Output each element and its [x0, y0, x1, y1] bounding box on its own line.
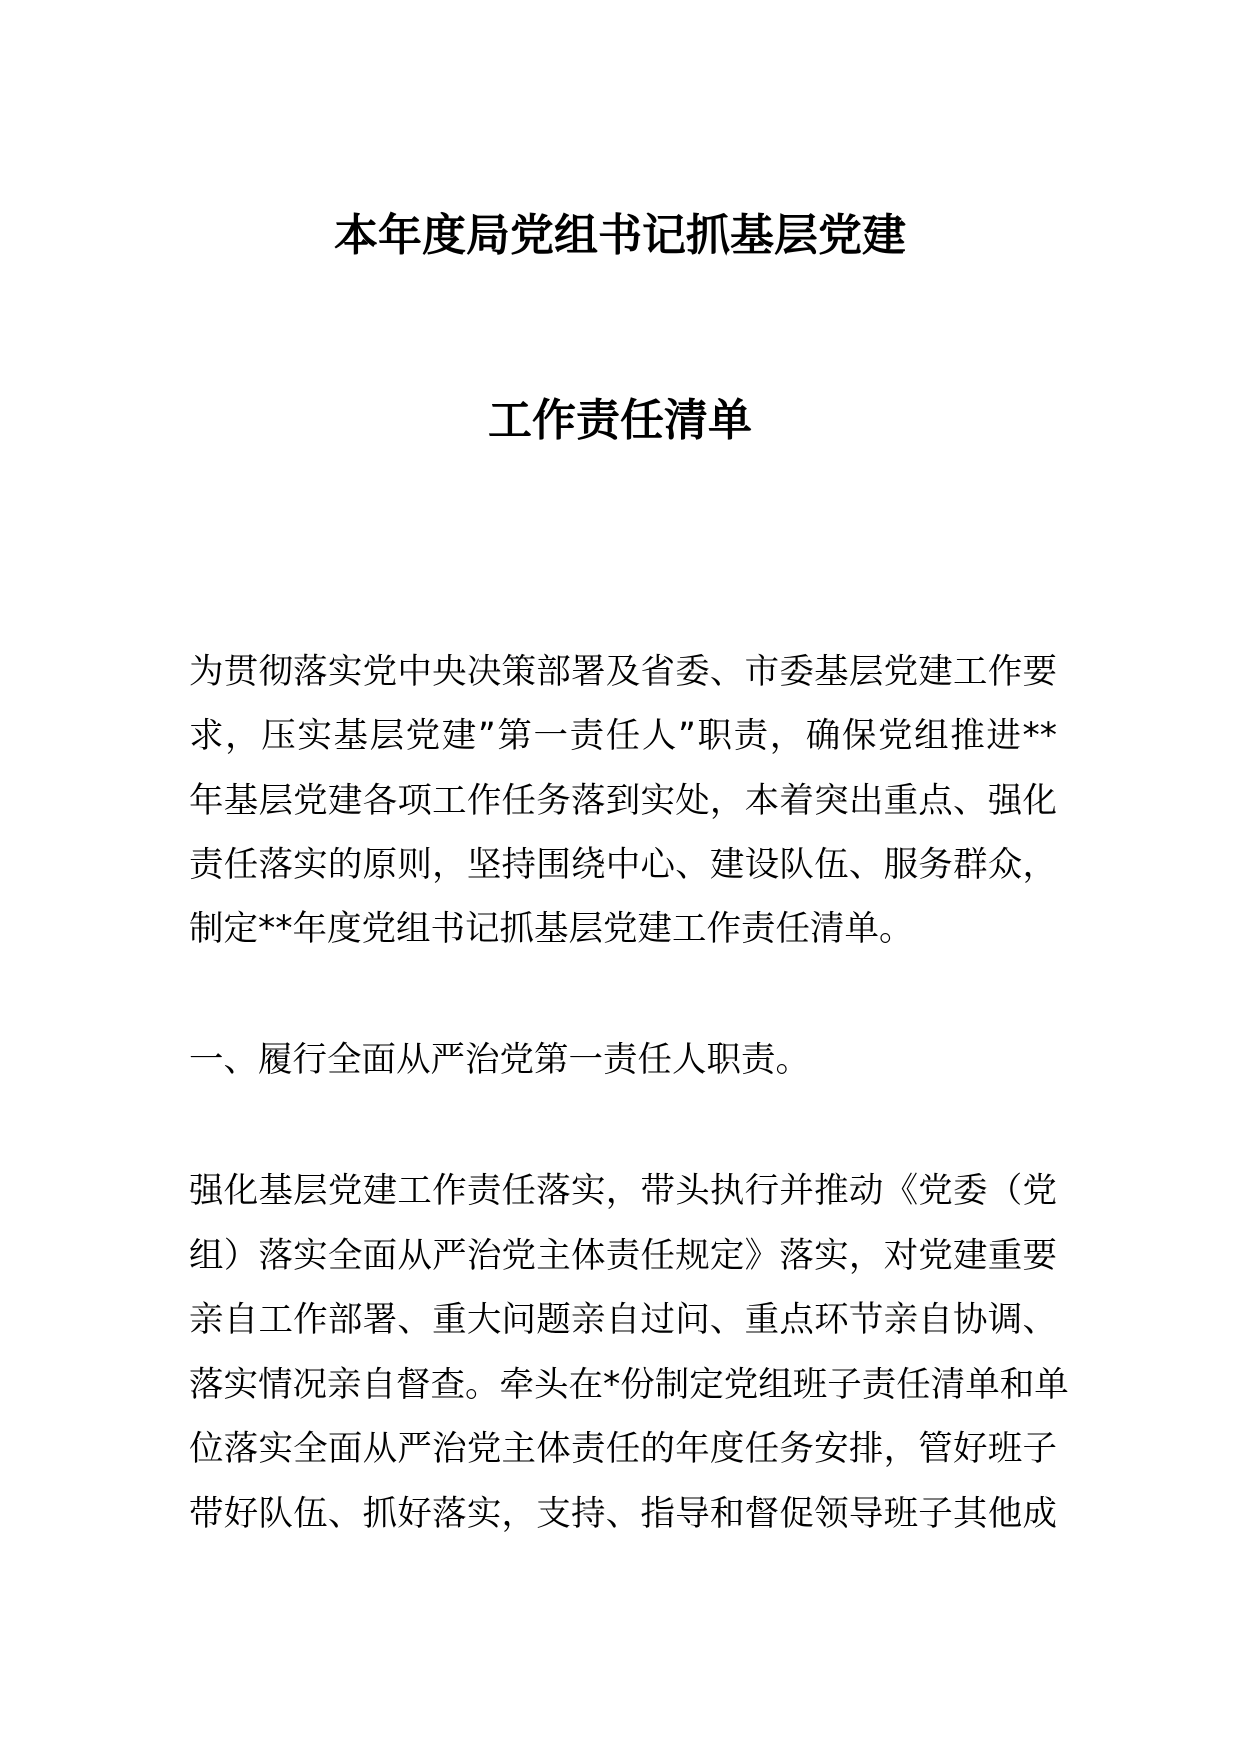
- section-heading: 一、履行全面从严治党第一责任人职责。: [189, 1040, 810, 1080]
- paragraph-line: 带好队伍、抓好落实，支持、指导和督促领导班子其他成: [189, 1494, 1057, 1534]
- paragraph-line: 责任落实的原则，坚持围绕中心、建设队伍、服务群众，: [189, 845, 1057, 885]
- paragraph-line: 为贯彻落实党中央决策部署及省委、市委基层党建工作要: [189, 652, 1057, 692]
- paragraph-line: 求，压实基层党建”第一责任人”职责，确保党组推进**: [189, 716, 1057, 756]
- document-title-line-2: 工作责任清单: [488, 395, 752, 446]
- paragraph-line: 强化基层党建工作责任落实，带头执行并推动《党委（党: [189, 1171, 1057, 1211]
- document-title-line-1: 本年度局党组书记抓基层党建: [334, 210, 906, 261]
- paragraph-line: 组）落实全面从严治党主体责任规定》落实，对党建重要: [189, 1236, 1057, 1276]
- paragraph-line: 年基层党建各项工作任务落到实处，本着突出重点、强化: [189, 781, 1057, 821]
- paragraph-line: 亲自工作部署、重大问题亲自过问、重点环节亲自协调、: [189, 1300, 1057, 1340]
- paragraph-line: 落实情况亲自督查。牵头在*份制定党组班子责任清单和单: [189, 1365, 1069, 1405]
- paragraph-line: 制定**年度党组书记抓基层党建工作责任清单。: [189, 909, 914, 949]
- paragraph-line: 位落实全面从严治党主体责任的年度任务安排，管好班子: [189, 1429, 1057, 1469]
